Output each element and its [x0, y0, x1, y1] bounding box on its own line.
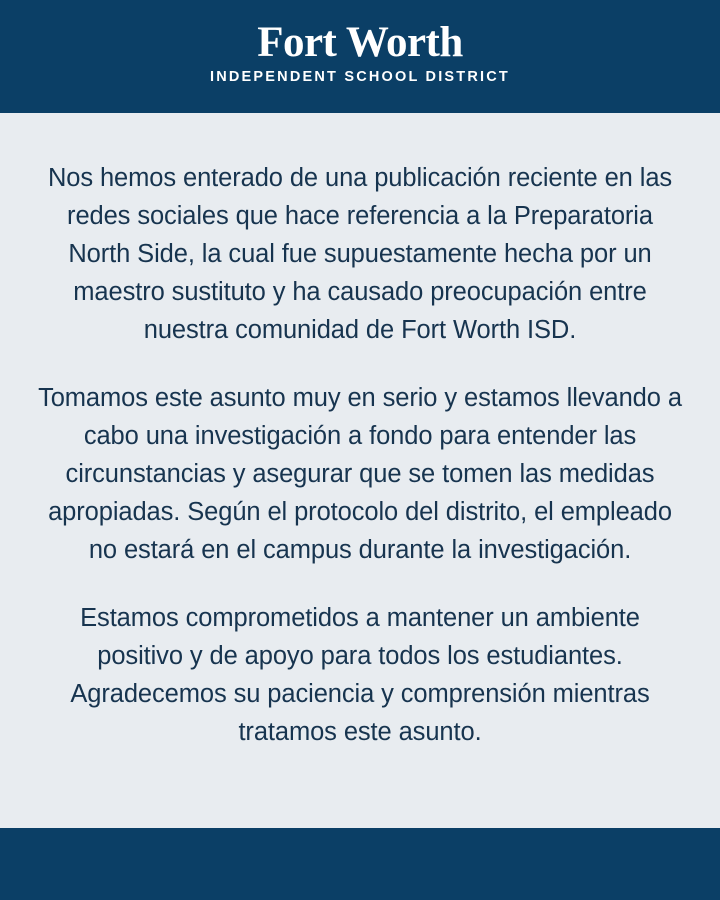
logo-title: Fort Worth — [257, 19, 463, 66]
statement-paragraph: Nos hemos enterado de una publicación reciente en las redes sociales que hace referencia a la Preparatoria North Side, la cual fue supuestamente hecha por un maestro sustituto y ha causado preocupación entre nuestra comunidad de Fort Worth ISD. — [47, 164, 673, 344]
header-band — [0, 0, 720, 113]
statement-paragraph: Estamos comprometidos a mantener un ambiente positivo y de apoyo para todos los estudiantes. Agradecemos su paciencia y comprensión mientras tratamos este asunto. — [70, 604, 650, 746]
statement-body — [0, 113, 720, 828]
footer-band — [0, 828, 720, 900]
district-logo — [210, 21, 510, 92]
statement-paragraph: Tomamos este asunto muy en serio y estamos llevando a cabo una investigación a fondo para entender las circunstancias y asegurar que se tomen las medidas apropiadas. Según el protocolo del distrito, el empleado no estará en el campus durante la investigación. — [38, 384, 682, 564]
logo-subtitle: INDEPENDENT SCHOOL DISTRICT — [209, 69, 510, 85]
